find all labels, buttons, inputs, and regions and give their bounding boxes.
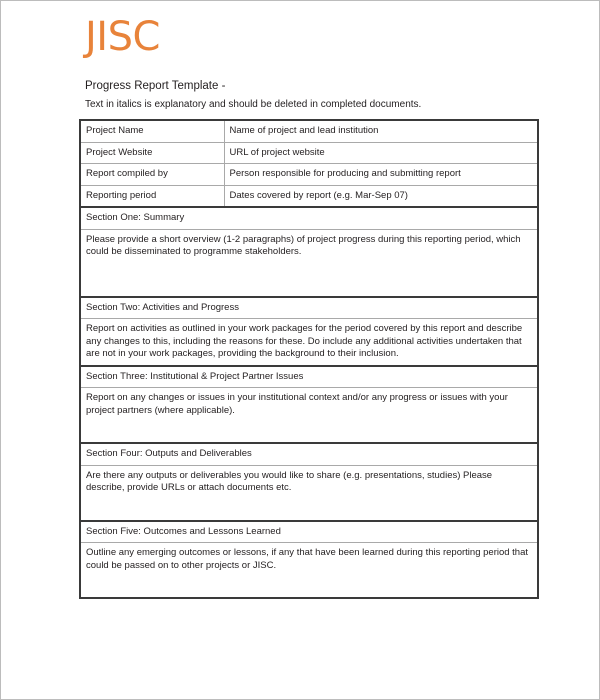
- document-title: Progress Report Template -: [85, 80, 226, 92]
- section-body-text-one: Please provide a short overview (1-2 paragraphs) of project progress during this reporting period, which could be disseminated to programme stakeholders.: [86, 233, 521, 257]
- section-body-two[interactable]: [80, 319, 538, 366]
- section-body-four[interactable]: [80, 465, 538, 521]
- meta-value-project-name[interactable]: Name of project and lead institution: [224, 120, 538, 142]
- section-body-five[interactable]: [80, 543, 538, 599]
- jisc-logo-text: JISC: [85, 14, 160, 60]
- section-header-row-five: [80, 521, 538, 543]
- meta-value-project-website[interactable]: URL of project website: [224, 142, 538, 164]
- section-body-one[interactable]: [80, 229, 538, 297]
- section-heading-four: Section Four: Outputs and Deliverables: [80, 443, 538, 465]
- section-heading-five: Section Five: Outcomes and Lessons Learned: [80, 521, 538, 543]
- section-header-row-four: [80, 443, 538, 465]
- meta-value-reporting-period[interactable]: Dates covered by report (e.g. Mar-Sep 07): [224, 185, 538, 207]
- section-body-row-three[interactable]: [80, 388, 538, 444]
- table-row: [80, 164, 538, 186]
- section-body-text-three: Report on any changes or issues in your institutional context and/or any progress or issues with your project partners (where applicable).: [86, 392, 508, 416]
- section-body-three[interactable]: [80, 388, 538, 444]
- table-row: [80, 120, 538, 142]
- section-body-text-two: Report on activities as outlined in your work packages for the period covered by this report and describe any changes to this, including the reasons for these. Do include any additional activities undertaken that are not in your work packages, providing the background to their inclusion.: [86, 323, 523, 359]
- section-header-row-two: [80, 297, 538, 319]
- section-body-row-two[interactable]: [80, 319, 538, 366]
- section-body-text-four: Are there any outputs or deliverables you would like to share (e.g. presentations, studies) Please describe, provide URLs or attach documents etc.: [86, 469, 493, 493]
- section-body-row-five[interactable]: [80, 543, 538, 599]
- section-heading-three: Section Three: Institutional & Project Partner Issues: [80, 366, 538, 388]
- section-heading-one: Section One: Summary: [80, 207, 538, 229]
- section-header-row-one: [80, 207, 538, 229]
- meta-label-report-compiled-by: Report compiled by: [80, 164, 224, 186]
- section-header-row-three: [80, 366, 538, 388]
- jisc-logo: [85, 15, 160, 59]
- meta-label-project-name: Project Name: [80, 120, 224, 142]
- table-row: [80, 142, 538, 164]
- section-body-text-five: Outline any emerging outcomes or lessons, if any that have been learned during this reporting period that could be passed on to other projects or JISC.: [86, 547, 529, 571]
- table-row: [80, 185, 538, 207]
- document-subtitle: Text in italics is explanatory and should be deleted in completed documents.: [85, 99, 422, 110]
- section-body-row-one[interactable]: [80, 229, 538, 297]
- meta-label-project-website: Project Website: [80, 142, 224, 164]
- meta-label-reporting-period: Reporting period: [80, 185, 224, 207]
- section-heading-two: Section Two: Activities and Progress: [80, 297, 538, 319]
- progress-report-table: [79, 119, 539, 599]
- meta-value-report-compiled-by[interactable]: Person responsible for producing and submitting report: [224, 164, 538, 186]
- section-body-row-four[interactable]: [80, 465, 538, 521]
